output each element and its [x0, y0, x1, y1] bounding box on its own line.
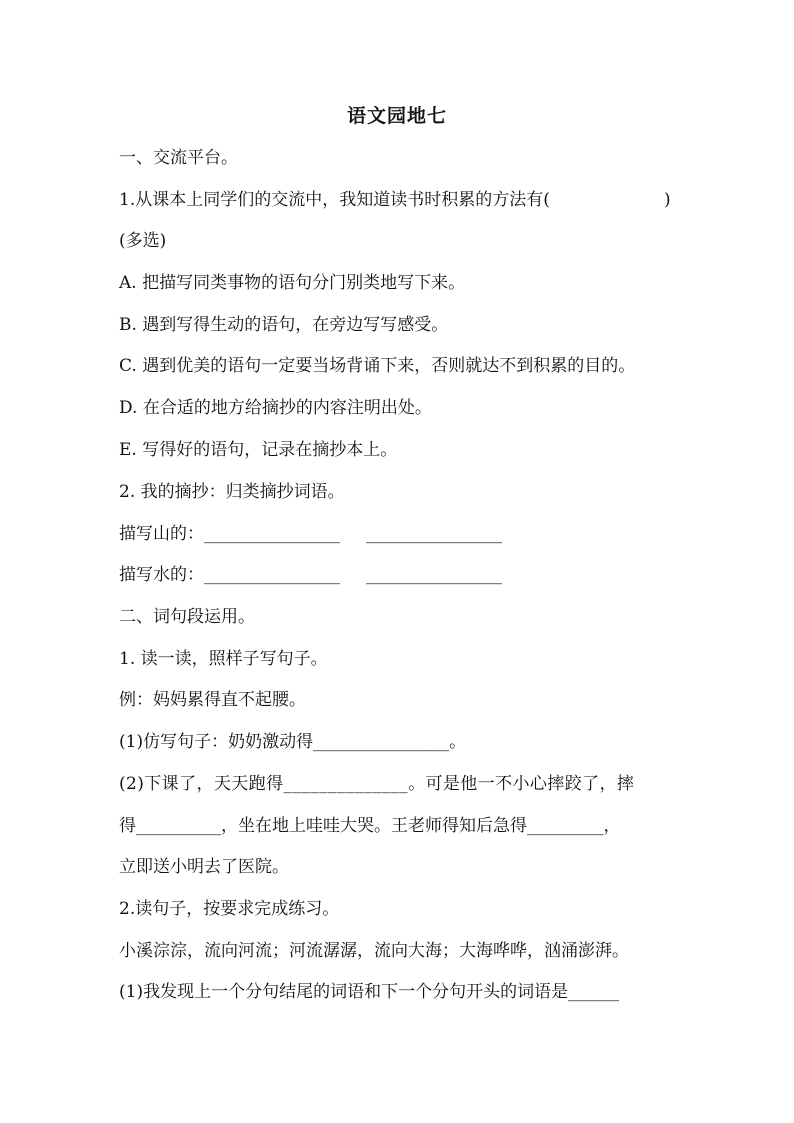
question-1-stem: 1.从课本上同学们的交流中，我知道读书时积累的方法有(: [119, 190, 550, 210]
section-two-q2-stem: 2.读句子，按要求完成练习。: [119, 899, 340, 919]
item-1-blank: ________________: [313, 732, 450, 752]
multi-choice-note: (多选): [119, 231, 167, 251]
reading-passage: 小溪淙淙，流向河流；河流潺潺，流向大海；大海哗哗，汹涌澎湃。: [119, 941, 629, 961]
example-sentence: 例：妈妈累得直不起腰。: [119, 690, 306, 710]
mountain-row: [119, 522, 502, 546]
item-2-text-d: ，坐在地上哇哇大哭。王老师得知后急得: [221, 816, 527, 836]
item-2-text-a: (2)下课了，天天跑得: [119, 774, 284, 794]
answer-paren-close: ): [664, 190, 671, 210]
question-2-stem: 2. 我的摘抄：归类摘抄词语。: [119, 482, 345, 502]
item-1-text: (1)仿写句子：奶奶激动得: [119, 732, 314, 752]
imitation-item-1: [119, 730, 466, 754]
water-blank-1: ________________: [204, 565, 340, 585]
item-2-blank-1: ______________: [283, 774, 409, 794]
page-title: 语文园地七: [346, 105, 447, 127]
section-two-heading: 二、词句段运用。: [119, 607, 255, 627]
section-two-q1-stem: 1. 读一读，照样子写句子。: [119, 649, 328, 669]
item-2-blank-2: __________: [136, 816, 221, 836]
section-one-heading: 一、交流平台。: [119, 148, 238, 168]
finding-item-1: [119, 980, 619, 1004]
finding-item-1-text: (1)我发现上一个分句结尾的词语和下一个分句开头的词语是: [119, 982, 569, 1002]
item-1-end: 。: [449, 732, 467, 752]
option-b: B. 遇到写得生动的语句，在旁边写写感受。: [119, 315, 449, 335]
water-row: [119, 563, 502, 587]
item-2-text-e: ，: [603, 816, 621, 836]
water-label: 描写水的：: [119, 565, 204, 585]
item-2-text-b: 。可是他一不小心摔跤了，摔: [408, 774, 635, 794]
item-2-text-c: 得: [119, 816, 136, 836]
mountain-label: 描写山的：: [119, 524, 204, 544]
imitation-item-2-line-1: [119, 772, 634, 796]
option-d: D. 在合适的地方给摘抄的内容注明出处。: [119, 398, 432, 418]
option-a: A. 把描写同类事物的语句分门别类地写下来。: [119, 273, 466, 293]
water-blank-2: ________________: [366, 565, 502, 585]
imitation-item-2-line-3: 立即送小明去了医院。: [119, 857, 289, 877]
option-c: C. 遇到优美的语句一定要当场背诵下来，否则就达不到积累的目的。: [119, 356, 636, 376]
imitation-item-2-line-2: [119, 814, 621, 838]
item-2-blank-3: _________: [527, 816, 604, 836]
finding-item-1-blank: ______: [568, 982, 620, 1002]
mountain-blank-2: ________________: [366, 524, 502, 544]
mountain-blank-1: ________________: [204, 524, 340, 544]
option-e: E. 写得好的语句，记录在摘抄本上。: [119, 440, 398, 460]
